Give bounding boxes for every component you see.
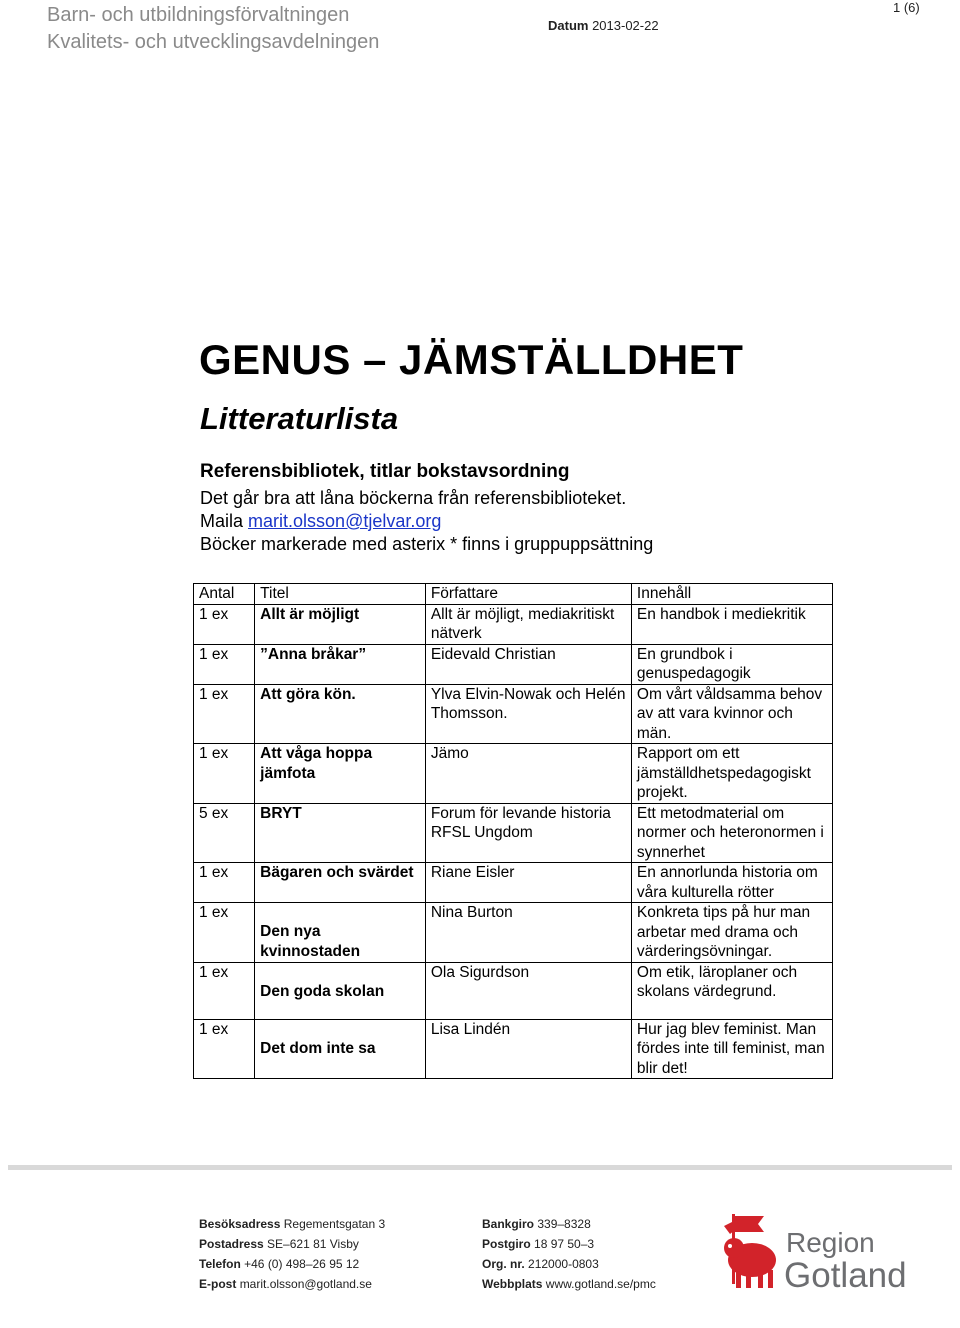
cell-innehall: En annorlunda historia om våra kulturella rötter xyxy=(631,863,832,903)
intro-mail-line xyxy=(200,510,653,533)
cell-antal: 1 ex xyxy=(194,1019,255,1079)
cell-innehall: Hur jag blev feminist. Man fördes inte till feminist, man blir det! xyxy=(631,1019,832,1079)
cell-antal: 1 ex xyxy=(194,962,255,1019)
table-row xyxy=(194,863,833,903)
page-subtitle: Litteraturlista xyxy=(200,401,399,436)
cell-forfattare: Lisa Lindén xyxy=(425,1019,631,1079)
footer-email: E-post marit.olsson@gotland.se xyxy=(199,1277,372,1291)
cell-titel: Allt är möjligt xyxy=(255,604,426,644)
logo-text-gotland: Gotland xyxy=(784,1256,907,1292)
intro-heading: Referensbibliotek, titlar bokstavsordning xyxy=(200,461,570,482)
region-gotland-logo xyxy=(712,1208,922,1297)
document-date xyxy=(548,18,659,33)
footer-web: Webbplats www.gotland.se/pmc xyxy=(482,1277,656,1291)
cell-innehall: Om etik, läroplaner och skolans värdegrund. xyxy=(631,962,832,1019)
footer-phone: Telefon +46 (0) 498–26 95 12 xyxy=(199,1257,360,1271)
cell-titel: BRYT xyxy=(255,803,426,863)
cell-titel: Att göra kön. xyxy=(255,684,426,744)
table-row xyxy=(194,684,833,744)
table-row xyxy=(194,803,833,863)
footer-visit: Besöksadress Regementsgatan 3 xyxy=(199,1217,386,1231)
cell-forfattare: Forum för levande historia RFSL Ungdom xyxy=(425,803,631,863)
header-forfattare: Författare xyxy=(425,584,631,605)
table-header-row xyxy=(194,584,833,605)
email-link[interactable]: marit.olsson@tjelvar.org xyxy=(248,511,442,531)
cell-antal: 1 ex xyxy=(194,684,255,744)
cell-antal: 1 ex xyxy=(194,604,255,644)
footer-address-block xyxy=(199,1214,385,1294)
footer-post: Postadress SE–621 81 Visby xyxy=(199,1237,359,1251)
table-row xyxy=(194,604,833,644)
table-row xyxy=(194,744,833,804)
cell-innehall: Konkreta tips på hur man arbetar med drama och värderingsövningar. xyxy=(631,903,832,963)
table-row xyxy=(194,1019,833,1079)
organization-name xyxy=(47,2,379,56)
intro-section xyxy=(200,460,653,556)
cell-titel: Den goda skolan xyxy=(255,962,426,1019)
cell-innehall: En handbok i mediekritik xyxy=(631,604,832,644)
page-title: GENUS – JÄMSTÄLLDHET xyxy=(199,336,744,383)
footer-postgiro: Postgiro 18 97 50–3 xyxy=(482,1237,595,1251)
cell-titel: Det dom inte sa xyxy=(255,1019,426,1079)
literature-table xyxy=(193,583,833,1079)
cell-antal: 5 ex xyxy=(194,803,255,863)
table-row xyxy=(194,644,833,684)
header-antal: Antal xyxy=(194,584,255,605)
cell-titel: Bägaren och svärdet xyxy=(255,863,426,903)
header-titel: Titel xyxy=(255,584,426,605)
cell-innehall: Ett metodmaterial om normer och heteronormen i synnerhet xyxy=(631,803,832,863)
page-number: 1 (6) xyxy=(893,0,920,15)
logo-svg xyxy=(712,1208,922,1292)
date-label: Datum xyxy=(548,18,589,33)
cell-innehall: En grundbok i genuspedagogik xyxy=(631,644,832,684)
mail-prefix: Maila xyxy=(200,511,244,531)
footer-orgnr: Org. nr. 212000-0803 xyxy=(482,1257,599,1271)
cell-titel: ”Anna bråkar” xyxy=(255,644,426,684)
footer-bankgiro: Bankgiro 339–8328 xyxy=(482,1217,591,1231)
gotland-ram-icon xyxy=(724,1214,776,1288)
intro-line-3: Böcker markerade med asterix * finns i gruppuppsättning xyxy=(200,534,654,554)
org-line-1: Barn- och utbildningsförvaltningen xyxy=(47,4,350,26)
cell-forfattare: Ylva Elvin-Nowak och Helén Thomsson. xyxy=(425,684,631,744)
footer-finance-block xyxy=(482,1214,656,1294)
cell-antal: 1 ex xyxy=(194,863,255,903)
cell-forfattare: Eidevald Christian xyxy=(425,644,631,684)
cell-forfattare: Nina Burton xyxy=(425,903,631,963)
cell-forfattare: Riane Eisler xyxy=(425,863,631,903)
cell-titel: Att våga hoppa jämfota xyxy=(255,744,426,804)
table-row xyxy=(194,903,833,963)
footer-divider xyxy=(8,1165,952,1170)
cell-forfattare: Allt är möjligt, mediakritiskt nätverk xyxy=(425,604,631,644)
cell-innehall: Om vårt våldsamma behov av att vara kvinnor och män. xyxy=(631,684,832,744)
cell-forfattare: Jämo xyxy=(425,744,631,804)
cell-antal: 1 ex xyxy=(194,744,255,804)
intro-line-1: Det går bra att låna böckerna från referensbiblioteket. xyxy=(200,488,627,508)
cell-antal: 1 ex xyxy=(194,903,255,963)
org-line-2: Kvalitets- och utvecklingsavdelningen xyxy=(47,31,380,53)
date-value: 2013-02-22 xyxy=(592,18,659,33)
cell-forfattare: Ola Sigurdson xyxy=(425,962,631,1019)
cell-innehall: Rapport om ett jämställdhetspedagogiskt projekt. xyxy=(631,744,832,804)
cell-titel: Den nya kvinnostaden xyxy=(255,903,426,963)
logo-text-region: Region xyxy=(786,1227,875,1258)
table-row xyxy=(194,962,833,1019)
cell-antal: 1 ex xyxy=(194,644,255,684)
header-innehall: Innehåll xyxy=(631,584,832,605)
